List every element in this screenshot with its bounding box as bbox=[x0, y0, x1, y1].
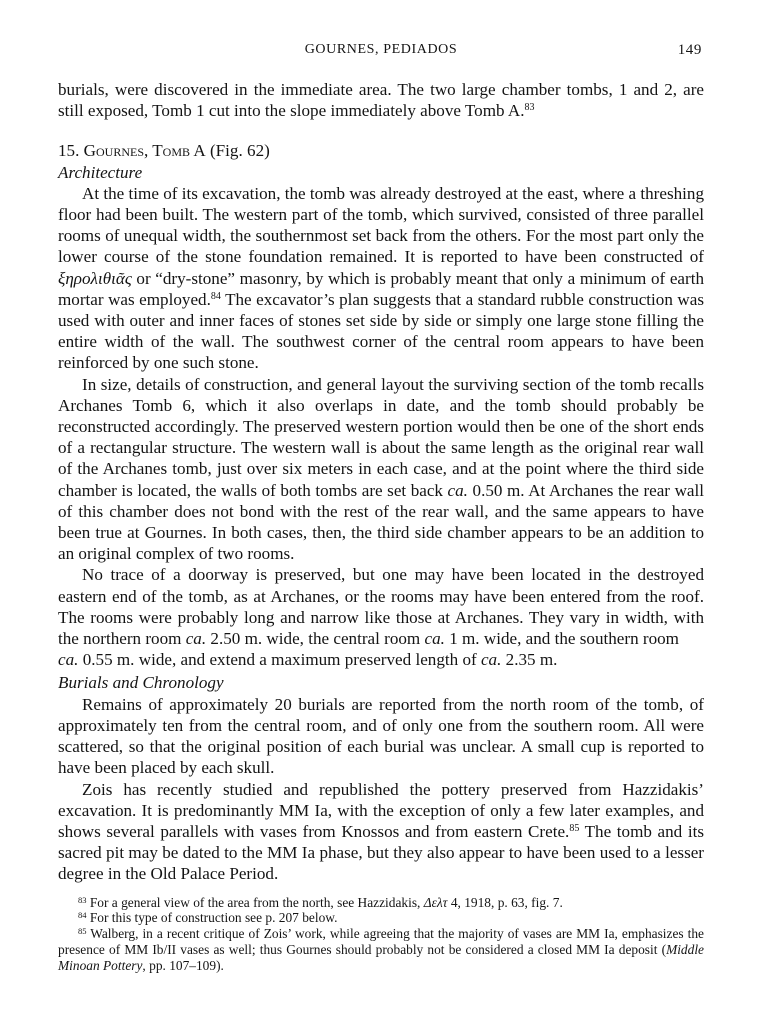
section-heading bbox=[58, 140, 704, 161]
burials-paragraph-1: Remains of approximately 20 burials are reported from the north room of the tomb, of approximately ten from the central room, and of only one from the southern room. All were scattered, so that the original position of each burial was unclear. A small cup is reported to have been placed by each skull. bbox=[58, 694, 704, 778]
circa-abbrev: ca. bbox=[185, 629, 207, 649]
intro-text: burials, were discovered in the immediate area. The two large chamber tombs, 1 and 2, are still exposed, Tomb 1 cut into the slope immediately above Tomb A. bbox=[58, 80, 704, 121]
section-site: Gournes, Tomb A bbox=[83, 141, 206, 161]
subhead-architecture: Architecture bbox=[58, 162, 143, 182]
running-title: GOURNES, PEDIADOS bbox=[304, 42, 458, 57]
footnote-84 bbox=[58, 910, 704, 926]
text-run: Zois has recently studied and republished the pottery preserved from Hazzidakis’ excavation. It is predominantly MM Ia, with the exception of only a few later examples, and shows several parallels with vases from Knossos and from eastern Crete. bbox=[58, 779, 704, 841]
footnote-ref-83[interactable]: 83 bbox=[524, 102, 535, 114]
running-head bbox=[58, 36, 704, 62]
text-run: 2.50 m. wide, the central room bbox=[206, 629, 425, 649]
book-page bbox=[58, 36, 704, 974]
text-run: or “dry-stone” masonry, by which is probably meant that only a minimum of earth mortar was employed. bbox=[58, 268, 704, 309]
greek-term: ξηρολιθιᾶς bbox=[58, 268, 132, 288]
architecture-paragraph-1 bbox=[58, 183, 704, 374]
text-run: For a general view of the area from the north, see Hazzidakis, bbox=[89, 894, 424, 910]
intro-paragraph bbox=[58, 79, 704, 121]
section-number: 15. bbox=[58, 141, 80, 161]
circa-abbrev: ca. bbox=[424, 629, 445, 649]
circa-abbrev: ca. bbox=[447, 480, 468, 500]
footnote-ref-85[interactable]: 85 bbox=[569, 822, 580, 834]
footnote-ref-84[interactable]: 84 bbox=[210, 290, 221, 302]
text-run: , pp. 107–109). bbox=[142, 957, 224, 973]
text-run: 4, 1918, p. 63, fig. 7. bbox=[447, 894, 563, 910]
journal-title: Δελτ bbox=[423, 894, 448, 910]
footnote-number: 84 bbox=[78, 910, 87, 921]
architecture-paragraph-3 bbox=[58, 564, 704, 670]
text-run: 2.35 m. bbox=[501, 650, 558, 670]
text-run: 0.55 m. wide, and extend a maximum preserved length of bbox=[78, 650, 481, 670]
footnote-83 bbox=[58, 895, 704, 911]
footnote-85 bbox=[58, 926, 704, 973]
footnote-number: 83 bbox=[78, 894, 87, 905]
circa-abbrev: ca. bbox=[58, 650, 79, 670]
text-run: In size, details of construction, and general layout the surviving section of the tomb recalls Archanes Tomb 6, which it also overlaps in date, and the tomb should probably be reconstructed accordingly. The preserved western portion would then be one of the short ends of a rectangular structure. The western wall is about the same length as the original rear wall of the Archanes tomb, just over six meters in each case, and at the point where the third side chamber is located, the walls of both tombs are set back bbox=[58, 374, 704, 500]
page-number: 149 bbox=[677, 42, 702, 58]
footnote-number: 85 bbox=[78, 926, 87, 937]
architecture-paragraph-2 bbox=[58, 374, 704, 565]
subhead-burials-chronology: Burials and Chronology bbox=[58, 673, 224, 693]
text-run: For this type of construction see p. 207 below. bbox=[89, 910, 338, 926]
burials-paragraph-2 bbox=[58, 779, 704, 885]
text-run: The tomb and its sacred pit may be dated to the MM Ia phase, but they also appear to have been used to a lesser degree in the Old Palace Period. bbox=[58, 821, 704, 884]
text-run: 1 m. wide, and the southern room bbox=[444, 629, 679, 649]
circa-abbrev: ca. bbox=[480, 650, 502, 670]
text-run: At the time of its excavation, the tomb was already destroyed at the east, where a threshing floor had been built. The western part of the tomb, which survived, consisted of three parallel rooms of unequal width, the southernmost set back from the others. For the most part only the lower course of the stone foundation remained. It is reported to have been constructed of bbox=[58, 183, 704, 267]
text-run: The excavator’s plan suggests that a standard rubble construction was used with outer and inner faces of stones set side by side or simply one large stone filling the entire width of the wall. The southwest corner of the central room appears to have been reinforced by one such stone. bbox=[58, 289, 704, 373]
text-run: Walberg, in a recent critique of Zois’ work, while agreeing that the majority of vases are MM Ia, emphasizes the presence of MM Ib/II vases as well; thus Gournes should probably not be considered a closed MM Ia deposit ( bbox=[58, 926, 705, 957]
footnotes bbox=[58, 895, 704, 974]
book-title: Middle Minoan Pottery bbox=[58, 941, 704, 973]
text-run: No trace of a doorway is preserved, but one may have been located in the destroyed eastern end of the tomb, as at Archanes, or the rooms may have been entered from the roof. The rooms were probably long and narrow like those at Archanes. They vary in width, with the northern room bbox=[58, 565, 704, 649]
text-run: 0.50 m. At Archanes the rear wall of this chamber does not bond with the rest of the rear wall, and the same appears to have been true at Gournes. In both cases, then, the third side chamber appears to be an addition to an original complex of two rooms. bbox=[58, 480, 704, 564]
section-figure-ref: (Fig. 62) bbox=[209, 141, 270, 161]
